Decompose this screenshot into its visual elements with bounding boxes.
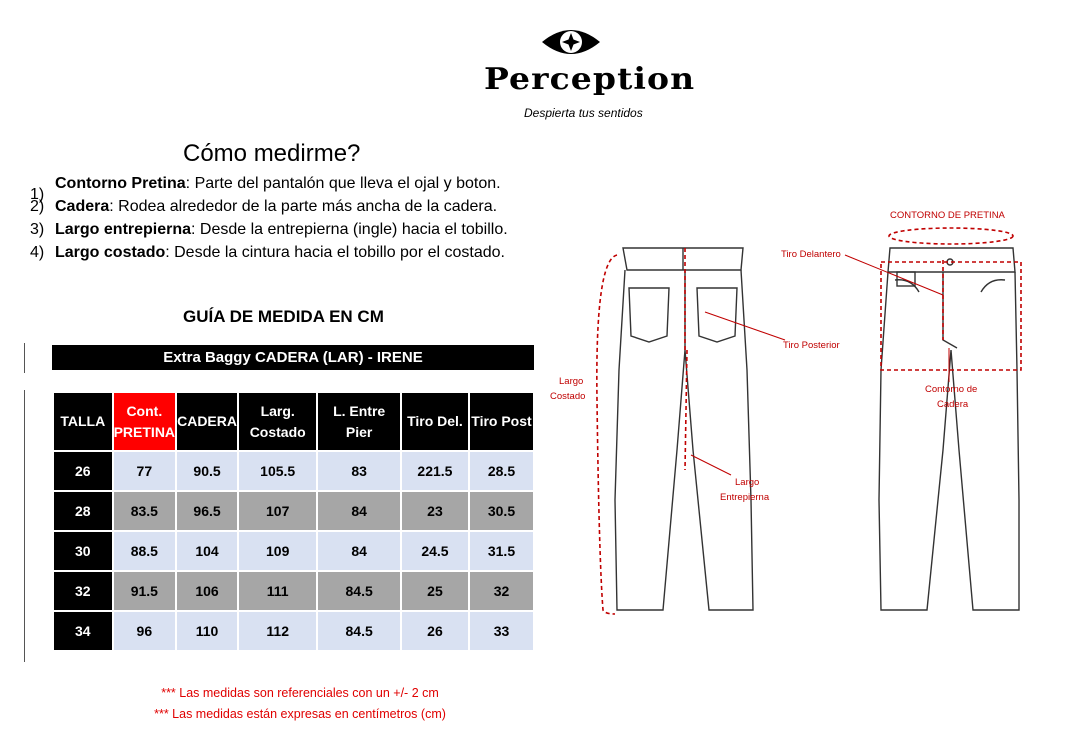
- table-row: [53, 531, 534, 571]
- table-cell: 109: [238, 531, 317, 571]
- eye-icon: [540, 24, 602, 60]
- column-header: L. Entre Pier: [317, 392, 401, 451]
- table-header-row: [53, 392, 534, 451]
- table-row: [53, 451, 534, 491]
- step-text: : Desde la entrepierna (ingle) hacia el tobillo.: [191, 221, 508, 238]
- label-contorno-cadera-2: Cadera: [937, 399, 969, 410]
- label-contorno-cadera: Contorno de: [925, 384, 978, 395]
- table-cell: 105.5: [238, 451, 317, 491]
- table-cell: 24.5: [401, 531, 469, 571]
- table-cell: 84: [317, 531, 401, 571]
- label-tiro-posterior: Tiro Posterior: [783, 340, 840, 351]
- divider-line: [24, 390, 25, 662]
- step-term: Cadera: [55, 198, 110, 215]
- label-largo-entrepierna: Largo: [735, 477, 760, 488]
- steps-list: [30, 172, 550, 264]
- table-cell: 84.5: [317, 611, 401, 651]
- table-cell: 83.5: [113, 491, 176, 531]
- column-header: Larg. Costado: [238, 392, 317, 451]
- table-cell: 107: [238, 491, 317, 531]
- label-largo-costado-2: Costado: [550, 391, 586, 402]
- size-cell: 26: [53, 451, 113, 491]
- size-cell: 30: [53, 531, 113, 571]
- step-term: Largo entrepierna: [55, 221, 192, 238]
- footnote: *** Las medidas son referenciales con un +/- 2 cm: [161, 686, 439, 700]
- table-cell: 84: [317, 491, 401, 531]
- step-item: [30, 195, 550, 218]
- table-cell: 96: [113, 611, 176, 651]
- table-cell: 221.5: [401, 451, 469, 491]
- table-cell: 84.5: [317, 571, 401, 611]
- table-cell: 26: [401, 611, 469, 651]
- table-cell: 23: [401, 491, 469, 531]
- table-cell: 90.5: [176, 451, 238, 491]
- size-cell: 28: [53, 491, 113, 531]
- table-cell: 112: [238, 611, 317, 651]
- table-cell: 30.5: [469, 491, 534, 531]
- column-header: Cont. PRETINA: [113, 392, 176, 451]
- brand-logo: [470, 18, 696, 128]
- table-cell: 25: [401, 571, 469, 611]
- size-cell: 34: [53, 611, 113, 651]
- step-number: 4): [30, 244, 45, 261]
- footnotes: [120, 683, 480, 725]
- step-item: [30, 172, 550, 203]
- footnote: *** Las medidas están expresas en centímetros (cm): [154, 707, 446, 721]
- step-item: [30, 218, 550, 241]
- step-term: Contorno Pretina: [55, 175, 186, 192]
- table-title: Extra Baggy CADERA (LAR) - IRENE: [52, 345, 534, 370]
- table-row: [53, 611, 534, 651]
- table-cell: 33: [469, 611, 534, 651]
- measurement-diagram: [545, 200, 1040, 620]
- step-text: : Parte del pantalón que lleva el ojal y boton.: [185, 175, 501, 192]
- table-cell: 32: [469, 571, 534, 611]
- table-cell: 104: [176, 531, 238, 571]
- table-cell: 31.5: [469, 531, 534, 571]
- label-largo-costado: Largo: [559, 376, 584, 387]
- guide-title: GUÍA DE MEDIDA EN CM: [183, 307, 384, 326]
- table-cell: 88.5: [113, 531, 176, 571]
- step-number: 3): [30, 221, 45, 238]
- column-header: Tiro Del.: [401, 392, 469, 451]
- table-cell: 96.5: [176, 491, 238, 531]
- step-text: : Desde la cintura hacia el tobillo por el costado.: [165, 244, 505, 261]
- label-largo-entrepierna-2: Entrepierna: [720, 492, 770, 503]
- column-header: CADERA: [176, 392, 238, 451]
- table-cell: 83: [317, 451, 401, 491]
- divider-line: [24, 343, 25, 373]
- step-number: 2): [30, 198, 45, 215]
- table-row: [53, 491, 534, 531]
- size-cell: 32: [53, 571, 113, 611]
- table-cell: 28.5: [469, 451, 534, 491]
- column-header: Tiro Post: [469, 392, 534, 451]
- step-text: : Rodea alrededor de la parte más ancha de la cadera.: [109, 198, 498, 215]
- table-cell: 111: [238, 571, 317, 611]
- label-contorno-pretina: CONTORNO DE PRETINA: [890, 210, 1005, 221]
- brand-tagline: Despierta tus sentidos: [524, 106, 643, 120]
- table-cell: 91.5: [113, 571, 176, 611]
- table-row: [53, 571, 534, 611]
- label-tiro-delantero: Tiro Delantero: [781, 249, 841, 260]
- brand-name: Perception: [484, 62, 696, 97]
- table-cell: 77: [113, 451, 176, 491]
- size-table: [52, 391, 535, 652]
- table-cell: 106: [176, 571, 238, 611]
- step-term: Largo costado: [55, 244, 166, 261]
- step-item: [30, 241, 550, 264]
- step-number: 1): [30, 186, 45, 203]
- table-cell: 110: [176, 611, 238, 651]
- column-header: TALLA: [53, 392, 113, 451]
- howto-title: Cómo medirme?: [183, 140, 361, 167]
